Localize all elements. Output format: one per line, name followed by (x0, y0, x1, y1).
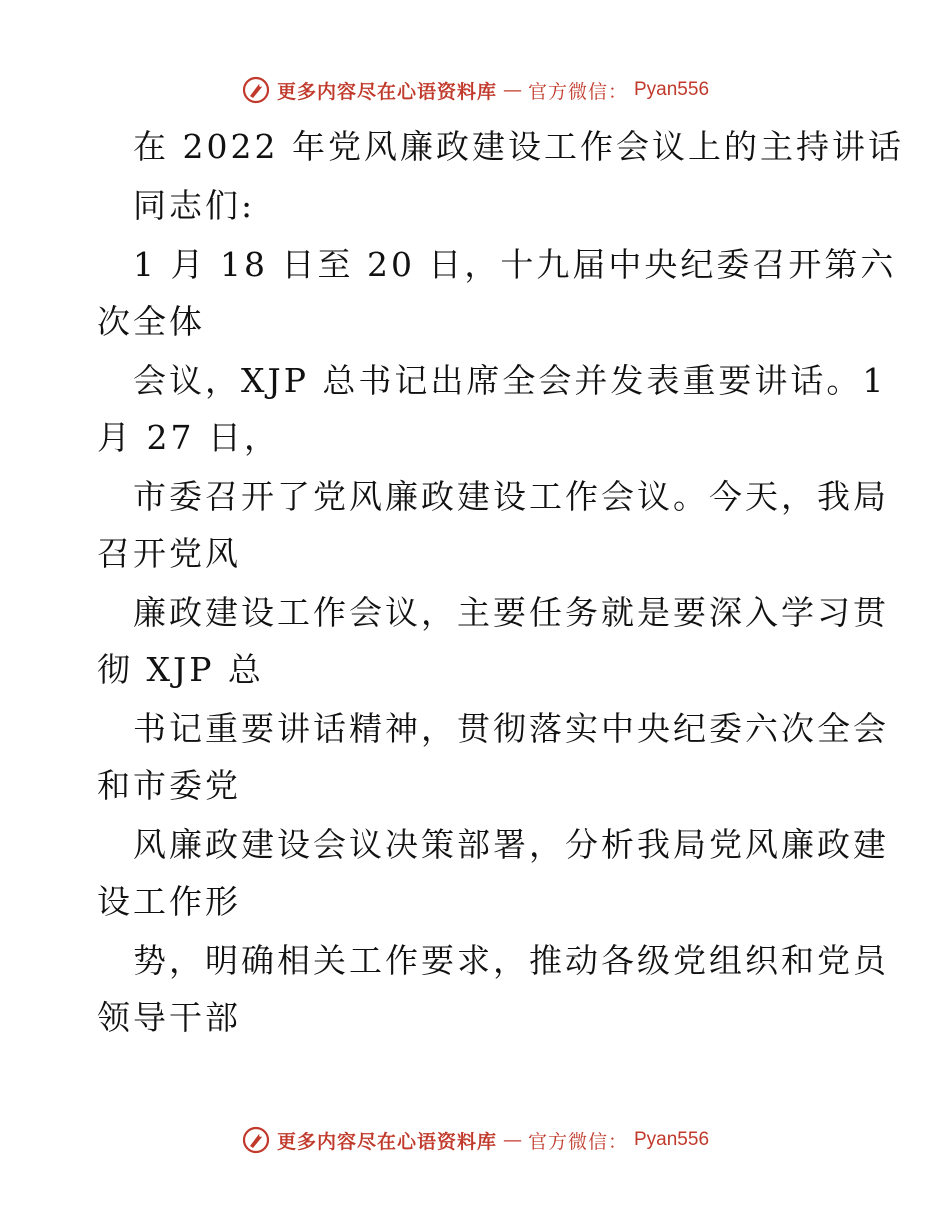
banner-sub-text: 官方微信： (527, 80, 628, 103)
banner-dash: — (502, 79, 522, 101)
text-line: 书记重要讲话精神，贯彻落实中央纪委六次全会 (133, 709, 889, 748)
text-line: 次全体 (97, 302, 205, 341)
text-line: 设工作形 (97, 882, 241, 921)
pen-nib-icon (241, 75, 271, 105)
text-line: 市委召开了党风廉政建设工作会议。今天，我局 (133, 477, 889, 516)
text-line: 月 27 日， (97, 418, 280, 457)
text-line: 同志们: (133, 186, 256, 225)
footer-watermark-banner (0, 1120, 950, 1160)
text-line: 彻 XJP 总 (97, 650, 264, 689)
pen-nib-icon (241, 1125, 271, 1155)
text-line: 召开党风 (97, 534, 241, 573)
banner-main-text: 更多内容尽在心语资料库 (276, 1130, 497, 1153)
banner-wechat-handle: Pyan556 (634, 79, 710, 100)
banner-wechat-handle: Pyan556 (634, 1129, 710, 1150)
text-line: 领导干部 (97, 998, 241, 1037)
header-watermark-banner (0, 70, 950, 110)
text-line: 1 月 18 日至 20 日，十九届中央纪委召开第六 (133, 245, 897, 284)
banner-main-text: 更多内容尽在心语资料库 (276, 80, 497, 103)
text-line: 势，明确相关工作要求，推动各级党组织和党员 (133, 941, 889, 980)
banner-sub-text: 官方微信： (527, 1130, 628, 1153)
text-line: 会议，XJP 总书记出席全会并发表重要讲话。1 (133, 361, 887, 400)
text-line: 风廉政建设会议决策部署，分析我局党风廉政建 (133, 825, 889, 864)
banner-dash: — (502, 1129, 522, 1151)
text-line: 廉政建设工作会议，主要任务就是要深入学习贯 (133, 593, 889, 632)
document-title: 在 2022 年党风廉政建设工作会议上的主持讲话 (133, 127, 904, 166)
text-line: 和市委党 (97, 766, 241, 805)
